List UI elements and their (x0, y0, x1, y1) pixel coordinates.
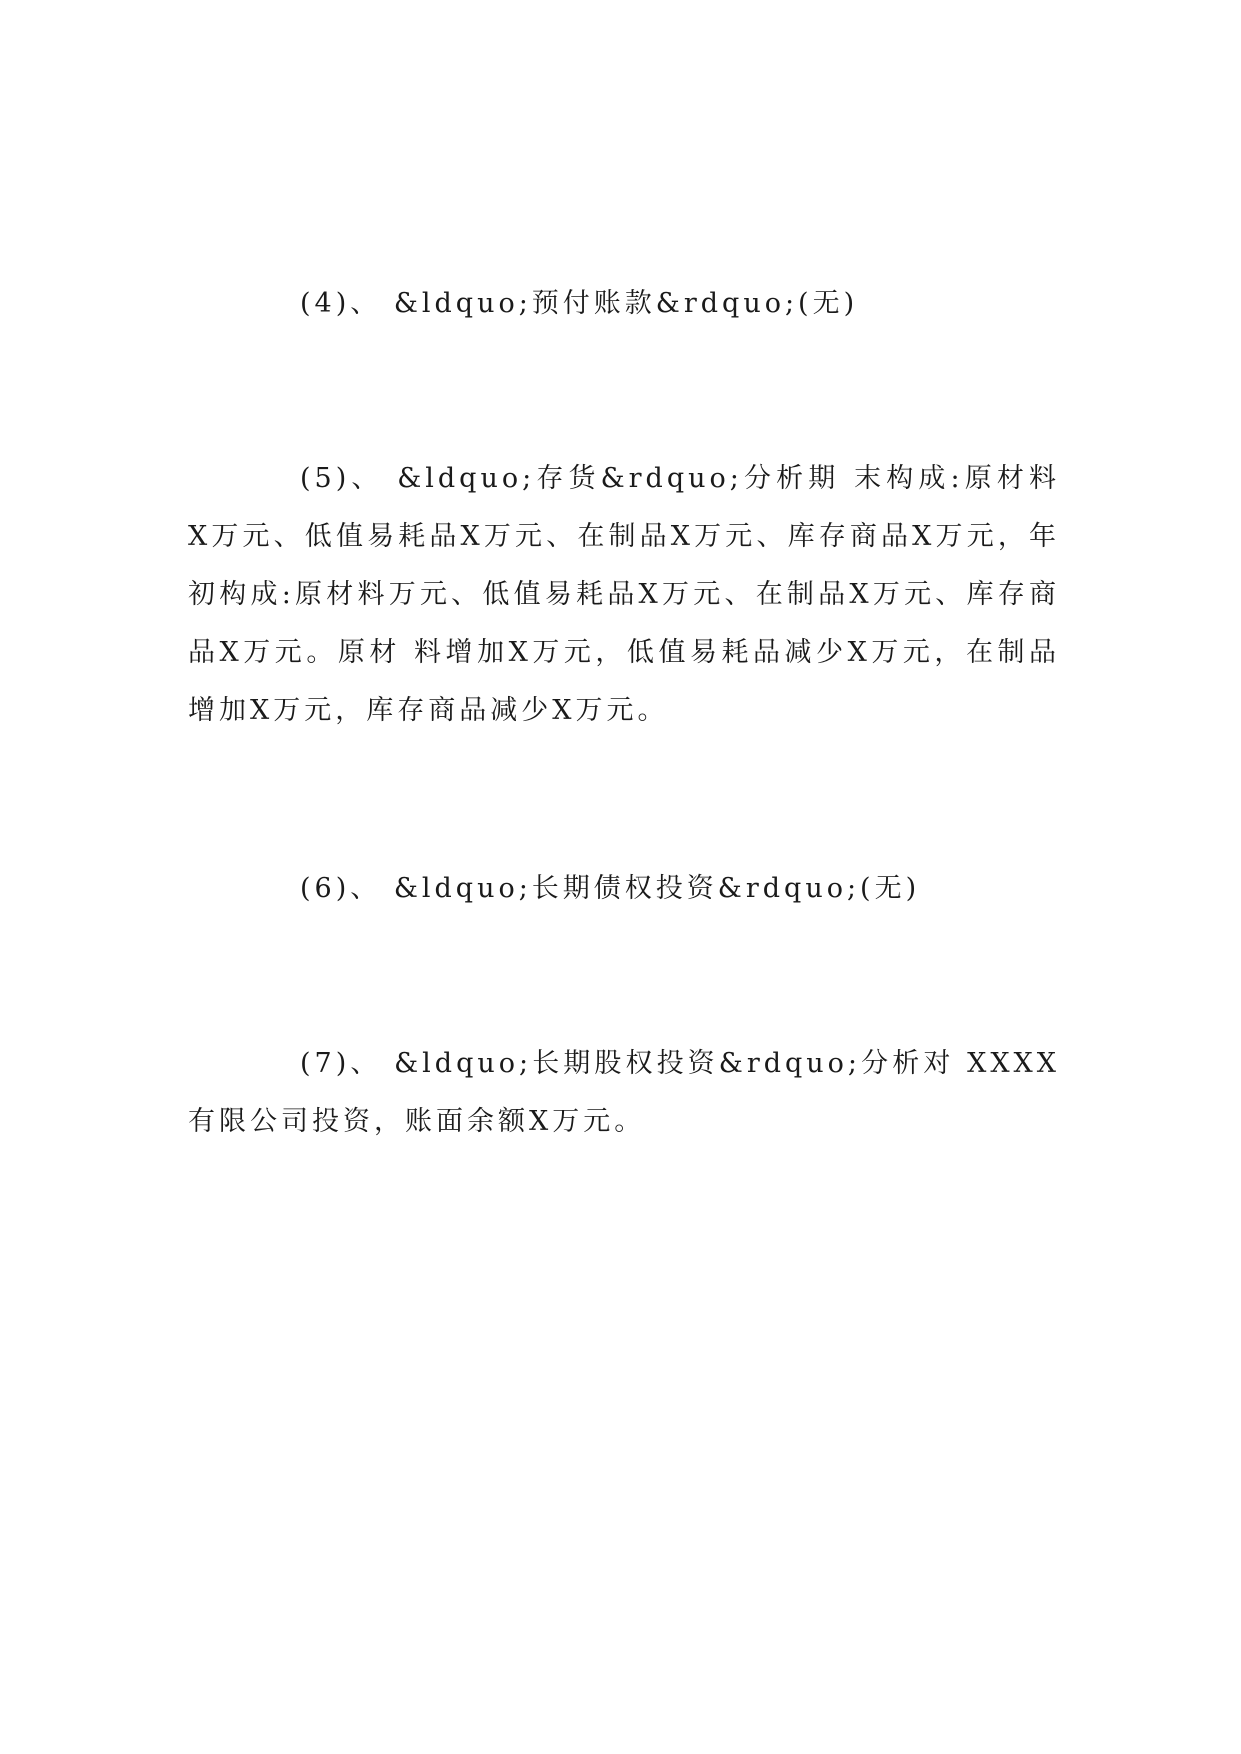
paragraph-long-term-equity-investment: (7)、 &ldquo;长期股权投资&rdquo;分析对 XXXX有限公司投资，账面余额X万元。 (188, 1048, 1060, 1137)
paragraph-prepaid-accounts: (4)、 &ldquo;预付账款&rdquo;(无) (300, 288, 859, 319)
paragraph-inventory: (5)、 &ldquo;存货&rdquo;分析期 末构成:原材料X万元、低值易耗品X万元、在制品X万元、库存商品X万元，年初构成:原材料万元、低值易耗品X万元、在制品X万元、库存商品X万元。原材 料增加X万元，低值易耗品减少X万元，在制品增加X万元，库存商品减少X万元。 (188, 463, 1060, 726)
paragraph-long-term-debt-investment: (6)、 &ldquo;长期债权投资&rdquo;(无) (300, 873, 921, 904)
